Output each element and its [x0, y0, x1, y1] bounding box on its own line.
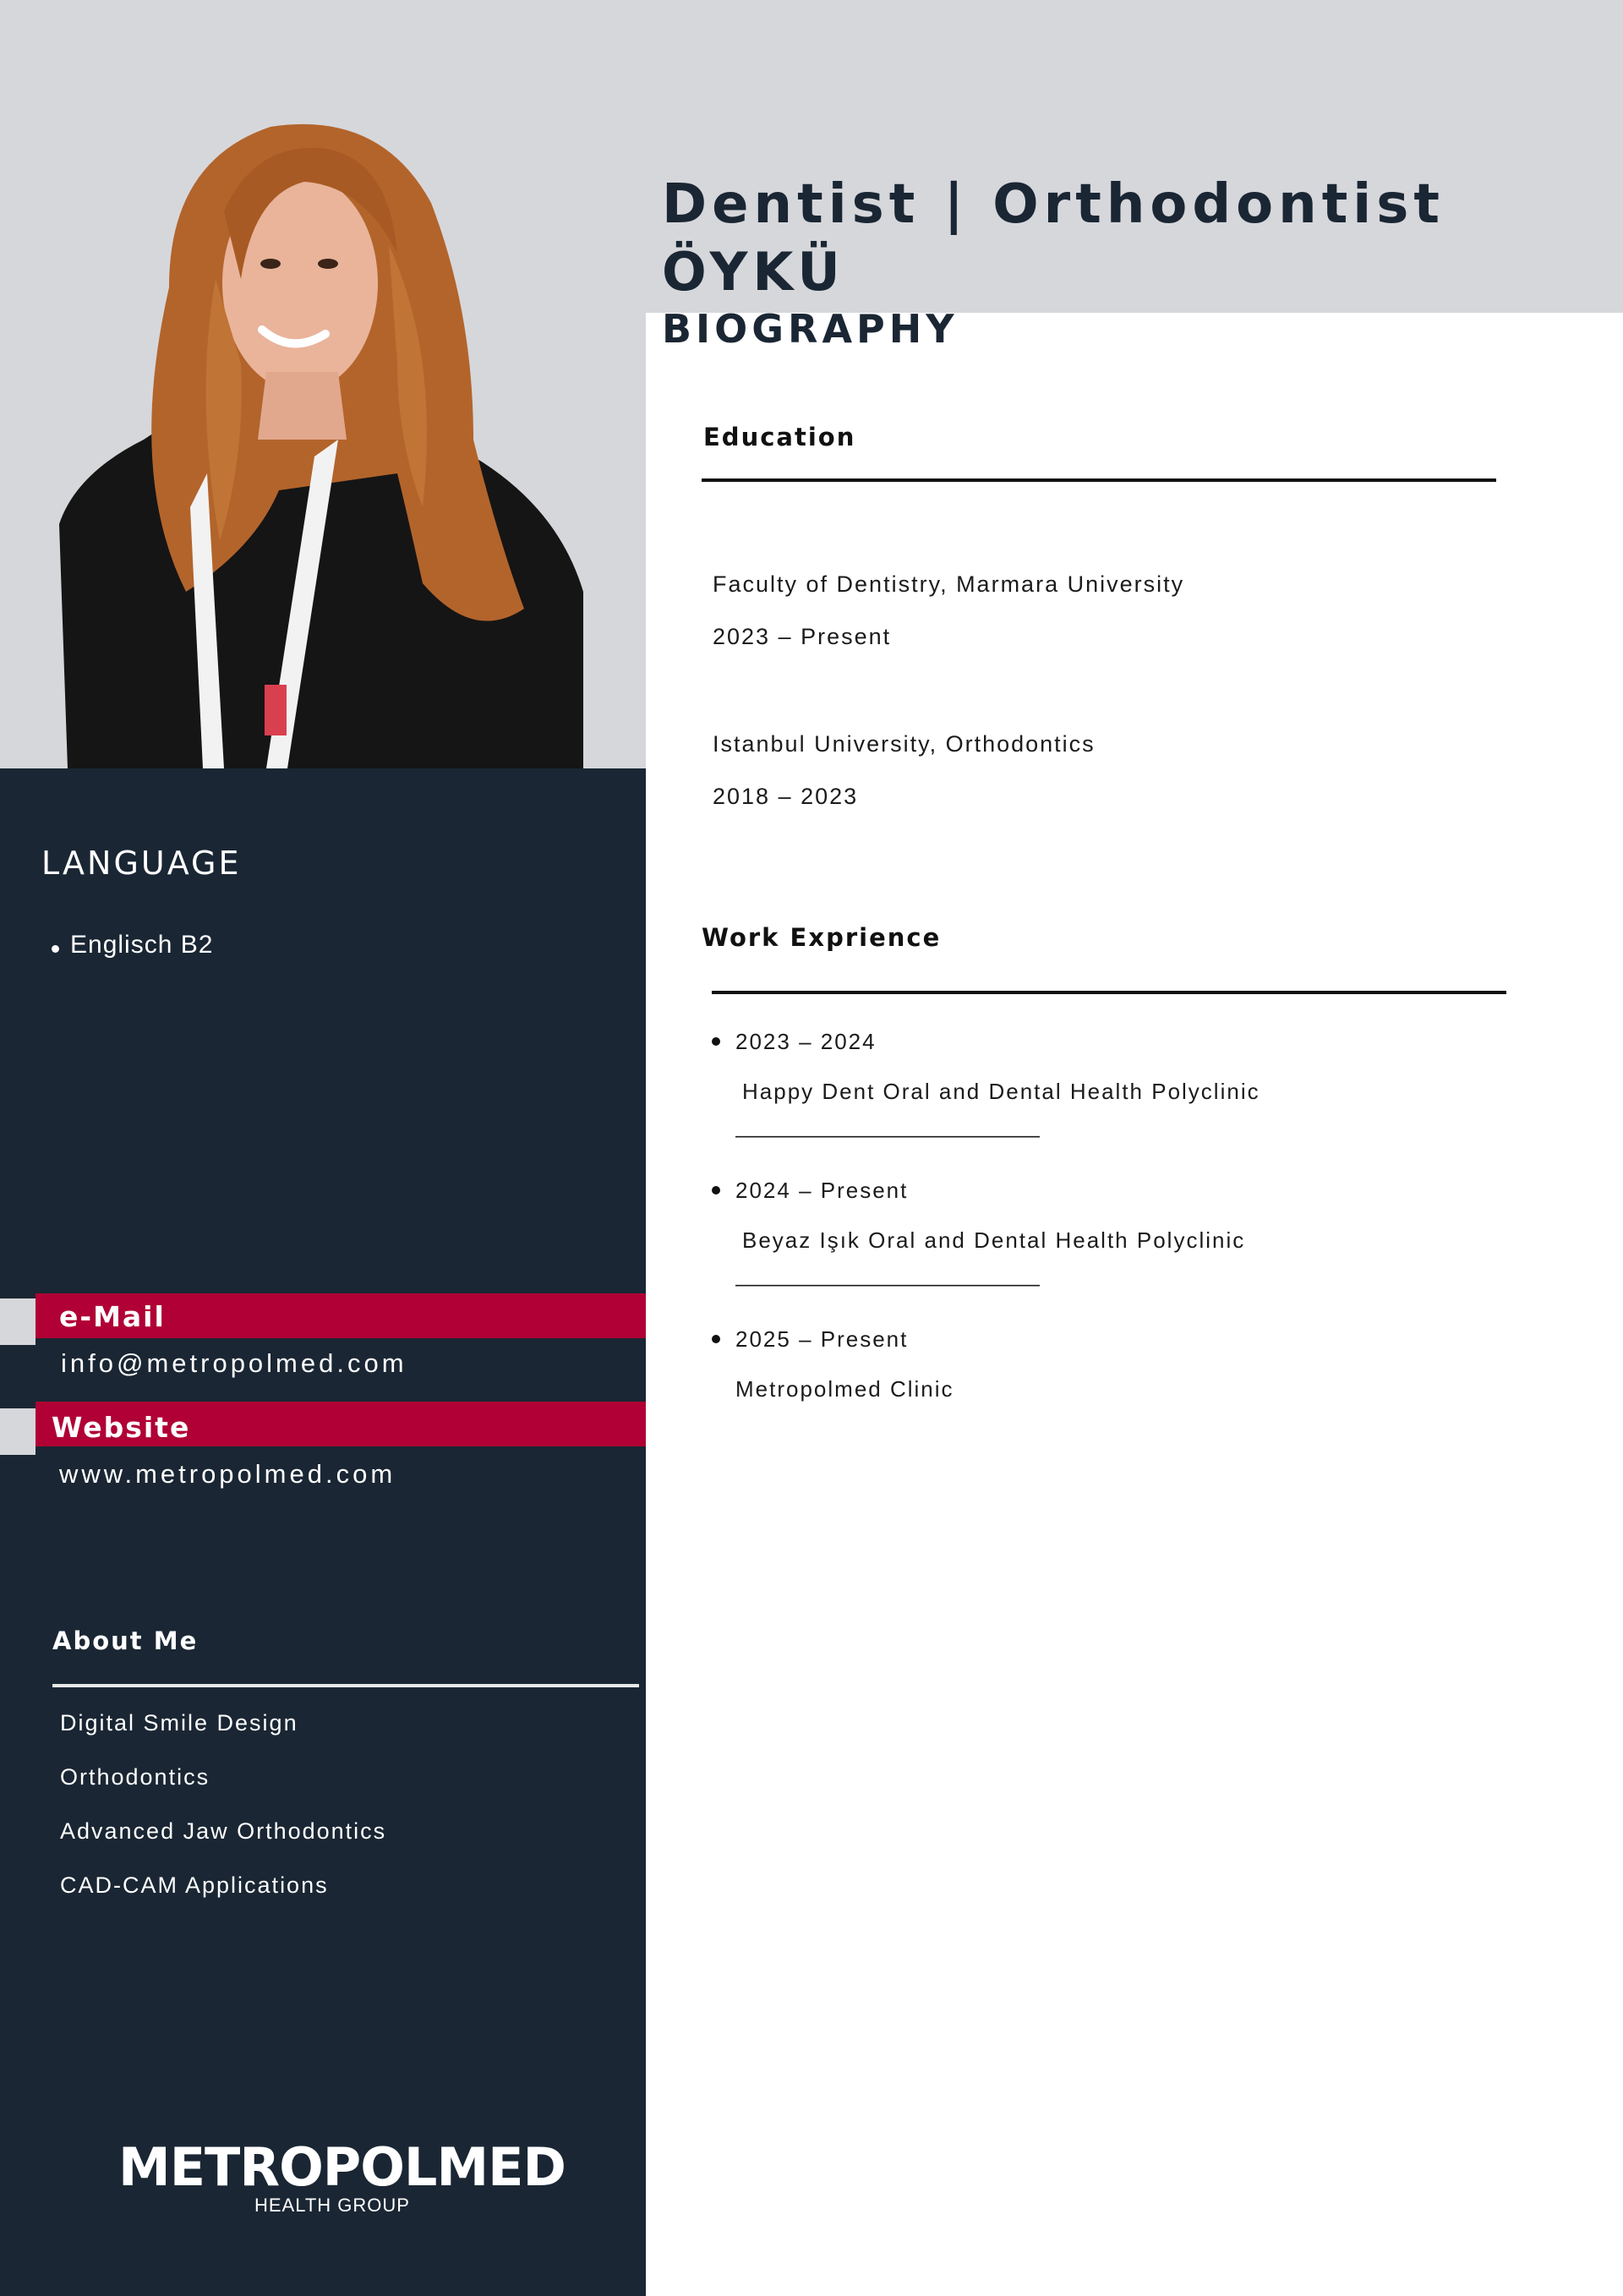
company-logo-tagline: HEALTH GROUP [254, 2195, 410, 2216]
work-employer: Beyaz Işık Oral and Dental Health Polyclinic [742, 1227, 1246, 1253]
about-item: Orthodontics [60, 1764, 210, 1790]
work-heading: Work Exprience [702, 923, 942, 952]
education-school: Istanbul University, Orthodontics [713, 731, 1096, 757]
biography-heading: BIOGRAPHY [662, 306, 959, 352]
company-logo: METROPOLMED [118, 2136, 566, 2198]
education-period: 2023 – Present [713, 624, 892, 649]
language-heading: LANGUAGE [41, 845, 242, 882]
work-divider [712, 991, 1506, 994]
website-label: Website [52, 1411, 191, 1444]
language-item: Englisch B2 [70, 931, 214, 959]
education-heading: Education [703, 423, 856, 451]
work-separator: ——————————————— [735, 1273, 1040, 1296]
bullet-icon [712, 1037, 720, 1046]
email-link[interactable]: info@metropolmed.com [61, 1348, 407, 1378]
website-marker [0, 1408, 36, 1455]
sidebar [0, 768, 646, 2296]
job-title: Dentist | Orthodontist [662, 173, 1445, 236]
work-period: 2023 – 2024 [735, 1029, 877, 1054]
work-employer: Happy Dent Oral and Dental Health Polyclinic [742, 1079, 1260, 1104]
main-content-panel [646, 313, 1623, 2296]
website-link[interactable]: www.metropolmed.com [59, 1459, 396, 1489]
about-divider [52, 1684, 639, 1687]
about-item: Advanced Jaw Orthodontics [60, 1818, 387, 1844]
about-item: Digital Smile Design [60, 1710, 298, 1736]
work-employer: Metropolmed Clinic [735, 1376, 954, 1402]
about-item: CAD-CAM Applications [60, 1872, 329, 1898]
education-divider [702, 478, 1496, 482]
bullet-icon [712, 1335, 720, 1343]
email-label: e-Mail [59, 1300, 166, 1333]
about-heading: About Me [52, 1626, 199, 1655]
education-school: Faculty of Dentistry, Marmara University [713, 571, 1185, 597]
email-marker [0, 1298, 36, 1345]
profile-photo [0, 0, 646, 768]
bullet-icon [712, 1186, 720, 1194]
work-separator: ——————————————— [735, 1124, 1040, 1147]
education-period: 2018 – 2023 [713, 784, 859, 809]
bullet-icon [52, 945, 59, 953]
work-period: 2025 – Present [735, 1326, 909, 1352]
work-period: 2024 – Present [735, 1178, 909, 1203]
person-name: ÖYKÜ [662, 241, 845, 303]
